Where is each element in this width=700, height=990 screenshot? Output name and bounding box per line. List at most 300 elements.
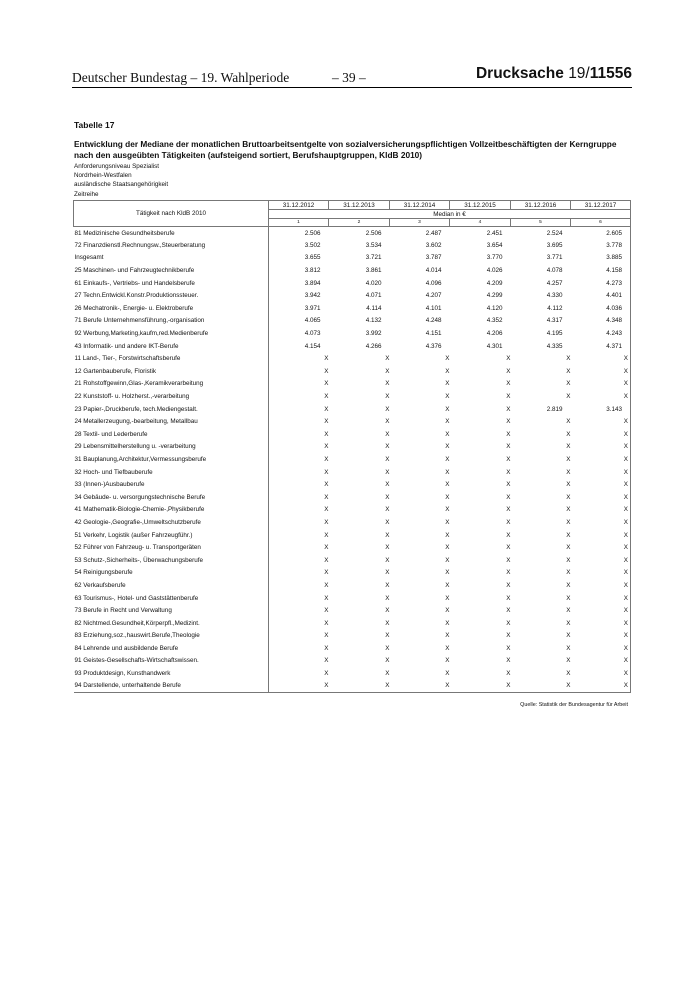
median-value: X <box>324 355 329 363</box>
median-value: X <box>385 481 390 489</box>
header-doc-label: Drucksache <box>475 65 569 82</box>
median-value: 4.020 <box>365 279 382 287</box>
median-value: 4.273 <box>571 277 631 290</box>
median-value: X <box>571 491 631 504</box>
median-value: X <box>445 670 450 678</box>
median-value: X <box>385 544 390 552</box>
table-row <box>74 441 631 454</box>
median-value: X <box>506 468 511 476</box>
median-value: X <box>385 380 390 388</box>
median-value: X <box>324 393 329 401</box>
occupation-label: 94 Darstellende, unterhaltende Berufe <box>74 680 269 693</box>
table-row <box>74 340 631 353</box>
median-value: X <box>385 443 390 451</box>
table-row <box>74 617 631 630</box>
occupation-label: 33 (Innen-)Ausbauberufe <box>74 478 269 491</box>
median-value: 4.301 <box>486 342 503 350</box>
table-row <box>74 403 631 416</box>
table-row <box>74 352 631 365</box>
occupation-label: 21 Rohstoffgewinn,Glas-,Keramikverarbeitung <box>74 378 269 391</box>
median-value: X <box>571 516 631 529</box>
median-value: X <box>566 619 571 627</box>
occupation-label: 51 Verkehr, Logistik (außer Fahrzeugführ.) <box>74 529 269 542</box>
median-value: X <box>506 518 511 526</box>
median-value: X <box>566 468 571 476</box>
median-value: X <box>566 544 571 552</box>
median-value: X <box>506 443 511 451</box>
meta-line: Zeitreihe <box>74 190 99 198</box>
median-value: X <box>506 380 511 388</box>
table-title: Entwicklung der Mediane der monatlichen Bruttoarbeitsentgelte von sozialversicherungspflichtigen Vollzeitbeschäftigten der Kerngruppe nach den ausgeübten Tätigkeiten (aufsteigend sortiert, Berufshauptgruppen, KldB 2010) <box>74 139 617 160</box>
median-value: 3.885 <box>571 252 631 265</box>
median-value: X <box>324 556 329 564</box>
occupation-label: 25 Maschinen- und Fahrzeugtechnikberufe <box>74 264 269 277</box>
median-value: X <box>385 405 390 413</box>
median-value: X <box>269 680 329 693</box>
header-doc-id: 11556 <box>589 65 632 82</box>
median-value: X <box>445 481 450 489</box>
occupation-label: 23 Papier-,Druckberufe, tech.Mediengestalt. <box>74 403 269 416</box>
median-value: 4.401 <box>571 289 631 302</box>
table-row <box>74 390 631 403</box>
table-row <box>74 264 631 277</box>
median-value: X <box>571 592 631 605</box>
median-value: X <box>566 569 571 577</box>
median-value: X <box>385 632 390 640</box>
median-value: X <box>506 531 511 539</box>
median-value: X <box>385 493 390 501</box>
column-index: 6 <box>571 219 631 227</box>
table-row <box>74 428 631 441</box>
median-value: X <box>566 644 571 652</box>
occupation-label: 11 Land-, Tier-, Forstwirtschaftsberufe <box>74 352 269 365</box>
median-value: 4.352 <box>486 317 503 325</box>
median-value: X <box>450 680 511 693</box>
table-body <box>74 227 631 693</box>
table-row <box>74 541 631 554</box>
median-value: 3.861 <box>365 267 382 275</box>
median-value: X <box>566 594 571 602</box>
median-value: 3.143 <box>571 403 631 416</box>
column-index: 4 <box>450 219 511 227</box>
median-value: X <box>324 594 329 602</box>
median-value: X <box>329 680 390 693</box>
median-value: 4.371 <box>571 340 631 353</box>
occupation-label: 41 Mathematik-Biologie-Chemie-,Physikberufe <box>74 504 269 517</box>
table-row <box>74 277 631 290</box>
occupation-label: 29 Lebensmittelherstellung u. -verarbeitung <box>74 441 269 454</box>
row-header-label: Tätigkeit nach KldB 2010 <box>74 201 269 227</box>
table-row <box>74 289 631 302</box>
median-value: 3.894 <box>304 279 321 287</box>
median-value: 3.942 <box>304 292 321 300</box>
header-document-number <box>476 65 632 83</box>
median-value: X <box>566 581 571 589</box>
occupation-label: 61 Einkaufs-, Vertriebs- und Handelsberufe <box>74 277 269 290</box>
occupation-label: 83 Erziehung,soz.,hauswirt.Berufe,Theologie <box>74 630 269 643</box>
median-value: X <box>571 541 631 554</box>
median-value: X <box>571 453 631 466</box>
median-value: X <box>324 493 329 501</box>
median-value: X <box>385 506 390 514</box>
median-value: X <box>324 518 329 526</box>
median-value: 3.721 <box>365 254 382 262</box>
occupation-label: 82 Nichtmed.Gesundheit,Körperpfl.,Medizint. <box>74 617 269 630</box>
table-row <box>74 655 631 668</box>
table-row <box>74 630 631 643</box>
occupation-label: 81 Medizinische Gesundheitsberufe <box>74 227 269 240</box>
median-value: 4.330 <box>546 292 563 300</box>
median-value: 3.654 <box>486 241 503 249</box>
median-value: X <box>445 594 450 602</box>
median-value: X <box>385 418 390 426</box>
median-value: X <box>566 481 571 489</box>
median-value: X <box>571 667 631 680</box>
median-value: X <box>571 504 631 517</box>
median-value: X <box>445 367 450 375</box>
median-value: 2.506 <box>365 229 382 237</box>
median-value: X <box>385 644 390 652</box>
occupation-label: 26 Mechatronik-, Energie- u. Elektroberufe <box>74 302 269 315</box>
median-value: 3.992 <box>365 330 382 338</box>
median-value: 3.787 <box>425 254 442 262</box>
median-value: X <box>506 418 511 426</box>
occupation-label: 12 Gartenbauberufe, Floristik <box>74 365 269 378</box>
median-value: 4.120 <box>486 304 503 312</box>
occupation-label: 52 Führer von Fahrzeug- u. Transportgeräten <box>74 541 269 554</box>
column-index: 2 <box>329 219 390 227</box>
table-row <box>74 579 631 592</box>
median-value: X <box>385 581 390 589</box>
table-row <box>74 302 631 315</box>
median-value: 2.451 <box>486 229 503 237</box>
median-value: X <box>324 443 329 451</box>
median-value: X <box>445 506 450 514</box>
median-value: X <box>385 619 390 627</box>
median-value: X <box>445 544 450 552</box>
column-date: 31.12.2013 <box>329 201 390 210</box>
median-value: X <box>445 607 450 615</box>
median-value: X <box>324 581 329 589</box>
column-index: 3 <box>390 219 450 227</box>
median-value: X <box>324 506 329 514</box>
median-value: 4.248 <box>425 317 442 325</box>
column-date: 31.12.2012 <box>269 201 329 210</box>
table-number: Tabelle 17 <box>74 120 115 130</box>
median-value: X <box>571 655 631 668</box>
column-date: 31.12.2016 <box>511 201 571 210</box>
median-value: X <box>571 604 631 617</box>
meta-line: Nordrhein-Westfalen <box>74 172 132 180</box>
median-value: X <box>566 493 571 501</box>
median-value: X <box>571 630 631 643</box>
occupation-label: 93 Produktdesign, Kunsthandwerk <box>74 667 269 680</box>
median-value: X <box>324 670 329 678</box>
median-value: X <box>506 405 511 413</box>
occupation-label: 27 Techn.Entwickl.Konstr.Produktionssteuer. <box>74 289 269 302</box>
header-doc-period: 19/ <box>568 65 590 82</box>
table-row <box>74 365 631 378</box>
occupation-label: 62 Verkaufsberufe <box>74 579 269 592</box>
median-value: X <box>324 468 329 476</box>
median-value: X <box>445 355 450 363</box>
median-value: 4.026 <box>486 267 503 275</box>
table-row <box>74 504 631 517</box>
occupation-label: 71 Berufe Unternehmensführung,-organisation <box>74 315 269 328</box>
median-value: X <box>506 657 511 665</box>
table-row <box>74 680 631 693</box>
median-value: 4.348 <box>571 315 631 328</box>
table-row <box>74 491 631 504</box>
page-header <box>72 64 632 88</box>
median-value: 3.655 <box>304 254 321 262</box>
median-value: X <box>445 380 450 388</box>
median-value: 3.770 <box>486 254 503 262</box>
column-date: 31.12.2014 <box>390 201 450 210</box>
occupation-label: 32 Hoch- und Tiefbauberufe <box>74 466 269 479</box>
median-value: X <box>511 680 571 693</box>
median-value: 4.206 <box>486 330 503 338</box>
header-publication: Deutscher Bundestag – 19. Wahlperiode <box>72 70 290 85</box>
table-row <box>74 567 631 580</box>
median-value: 4.335 <box>546 342 563 350</box>
header-page-number: – 39 – <box>332 70 366 85</box>
median-value: X <box>506 632 511 640</box>
data-table <box>73 200 631 693</box>
median-value: X <box>506 581 511 589</box>
median-value: 4.317 <box>546 317 563 325</box>
median-value: 3.771 <box>546 254 563 262</box>
median-value: X <box>324 380 329 388</box>
median-value: 3.534 <box>365 241 382 249</box>
column-date: 31.12.2017 <box>571 201 631 210</box>
median-value: X <box>445 556 450 564</box>
median-value: X <box>506 481 511 489</box>
median-value: X <box>566 607 571 615</box>
table-row <box>74 516 631 529</box>
median-value: 4.257 <box>546 279 563 287</box>
median-value: 2.487 <box>425 229 442 237</box>
median-value: X <box>445 393 450 401</box>
median-value: 4.132 <box>365 317 382 325</box>
unit-label: Median in € <box>269 210 631 219</box>
table-row <box>74 554 631 567</box>
median-value: X <box>566 670 571 678</box>
median-value: X <box>445 531 450 539</box>
median-value: 4.065 <box>304 317 321 325</box>
median-value: X <box>571 378 631 391</box>
median-value: X <box>445 518 450 526</box>
median-value: X <box>571 642 631 655</box>
median-value: X <box>571 441 631 454</box>
occupation-label: 28 Textil- und Lederberufe <box>74 428 269 441</box>
occupation-label: 31 Bauplanung,Architektur,Vermessungsberufe <box>74 453 269 466</box>
median-value: 4.071 <box>365 292 382 300</box>
median-value: 4.154 <box>304 342 321 350</box>
table-row <box>74 453 631 466</box>
source-note: Quelle: Statistik der Bundesagentur für Arbeit <box>520 702 628 708</box>
median-value: X <box>506 506 511 514</box>
median-value: X <box>571 478 631 491</box>
median-value: X <box>506 393 511 401</box>
median-value: 4.299 <box>486 292 503 300</box>
median-value: X <box>385 670 390 678</box>
median-value: X <box>566 418 571 426</box>
median-value: X <box>506 544 511 552</box>
table-row <box>74 592 631 605</box>
median-value: X <box>566 556 571 564</box>
median-value: X <box>385 531 390 539</box>
median-value: X <box>566 531 571 539</box>
median-value: X <box>324 531 329 539</box>
median-value: X <box>571 415 631 428</box>
median-value: X <box>385 393 390 401</box>
median-value: X <box>566 455 571 463</box>
median-value: X <box>445 581 450 589</box>
median-value: X <box>506 594 511 602</box>
median-value: X <box>571 579 631 592</box>
table-row <box>74 239 631 252</box>
occupation-label: 92 Werbung,Marketing,kaufm,red.Medienberufe <box>74 327 269 340</box>
median-value: 4.073 <box>304 330 321 338</box>
median-value: X <box>506 355 511 363</box>
table-row <box>74 227 631 240</box>
occupation-label: 63 Tourismus-, Hotel- und Gaststättenberufe <box>74 592 269 605</box>
occupation-label: 22 Kunststoff- u. Holzherst.,-verarbeitung <box>74 390 269 403</box>
table-row <box>74 529 631 542</box>
median-value: X <box>571 466 631 479</box>
median-value: X <box>385 556 390 564</box>
median-value: X <box>445 418 450 426</box>
median-value: X <box>385 455 390 463</box>
median-value: X <box>385 607 390 615</box>
median-value: 3.971 <box>304 304 321 312</box>
median-value: X <box>324 430 329 438</box>
median-value: X <box>566 443 571 451</box>
median-value: X <box>445 405 450 413</box>
median-value: X <box>324 455 329 463</box>
median-value: X <box>385 430 390 438</box>
median-value: X <box>506 493 511 501</box>
median-value: 4.195 <box>546 330 563 338</box>
occupation-label: 43 Informatik- und andere IKT-Berufe <box>74 340 269 353</box>
median-value: X <box>506 556 511 564</box>
median-value: X <box>566 632 571 640</box>
median-value: X <box>571 365 631 378</box>
median-value: X <box>324 367 329 375</box>
median-value: X <box>506 430 511 438</box>
table-row <box>74 466 631 479</box>
table-row <box>74 478 631 491</box>
median-value: X <box>571 529 631 542</box>
median-value: X <box>324 544 329 552</box>
median-value: 2.524 <box>546 229 563 237</box>
median-value: X <box>571 352 631 365</box>
median-value: 4.243 <box>571 327 631 340</box>
table-row <box>74 667 631 680</box>
occupation-label: 53 Schutz-,Sicherheits-, Überwachungsberufe <box>74 554 269 567</box>
median-value: X <box>385 518 390 526</box>
median-value: X <box>566 380 571 388</box>
median-value: 3.812 <box>304 267 321 275</box>
median-value: X <box>506 670 511 678</box>
column-index: 1 <box>269 219 329 227</box>
median-value: X <box>324 481 329 489</box>
median-value: X <box>385 367 390 375</box>
occupation-label: 73 Berufe in Recht und Verwaltung <box>74 604 269 617</box>
median-value: 4.266 <box>365 342 382 350</box>
median-value: X <box>445 455 450 463</box>
median-value: X <box>571 567 631 580</box>
occupation-label: 54 Reinigungsberufe <box>74 567 269 580</box>
median-value: X <box>385 657 390 665</box>
median-value: 4.078 <box>546 267 563 275</box>
table-meta <box>74 162 168 199</box>
median-value: X <box>385 355 390 363</box>
occupation-label: 42 Geologie-,Geografie-,Umweltschutzberufe <box>74 516 269 529</box>
median-value: X <box>566 506 571 514</box>
median-value: X <box>566 367 571 375</box>
occupation-label: 34 Gebäude- u. versorgungstechnische Berufe <box>74 491 269 504</box>
median-value: X <box>390 680 450 693</box>
column-index: 5 <box>511 219 571 227</box>
table-row <box>74 315 631 328</box>
median-value: 2.506 <box>304 229 321 237</box>
median-value: X <box>506 367 511 375</box>
median-value: X <box>324 405 329 413</box>
median-value: X <box>506 455 511 463</box>
median-value: X <box>566 430 571 438</box>
median-value: X <box>324 418 329 426</box>
median-value: 2.819 <box>546 405 563 413</box>
median-value: X <box>566 393 571 401</box>
table-row <box>74 252 631 265</box>
median-value: X <box>445 644 450 652</box>
median-value: 4.207 <box>425 292 442 300</box>
median-value: X <box>324 607 329 615</box>
median-value: 4.096 <box>425 279 442 287</box>
median-value: 4.376 <box>425 342 442 350</box>
median-value: 4.014 <box>425 267 442 275</box>
median-value: 3.695 <box>546 241 563 249</box>
median-value: X <box>571 680 631 693</box>
median-value: X <box>571 554 631 567</box>
median-value: X <box>445 657 450 665</box>
table-row <box>74 604 631 617</box>
median-value: 4.209 <box>486 279 503 287</box>
median-value: 4.158 <box>571 264 631 277</box>
median-value: X <box>445 468 450 476</box>
median-value: X <box>506 607 511 615</box>
median-value: X <box>324 619 329 627</box>
median-value: 3.602 <box>425 241 442 249</box>
median-value: 2.605 <box>571 227 631 240</box>
median-value: 4.036 <box>571 302 631 315</box>
median-value: X <box>445 443 450 451</box>
table-row <box>74 415 631 428</box>
median-value: 4.101 <box>425 304 442 312</box>
median-value: X <box>445 569 450 577</box>
median-value: X <box>445 632 450 640</box>
median-value: X <box>571 617 631 630</box>
meta-line: ausländische Staatsangehörigkeit <box>74 181 169 189</box>
meta-line: Anforderungsniveau Spezialist <box>74 163 160 170</box>
median-value: X <box>445 619 450 627</box>
median-value: X <box>324 644 329 652</box>
median-value: X <box>385 468 390 476</box>
median-value: X <box>385 569 390 577</box>
median-value: X <box>445 493 450 501</box>
